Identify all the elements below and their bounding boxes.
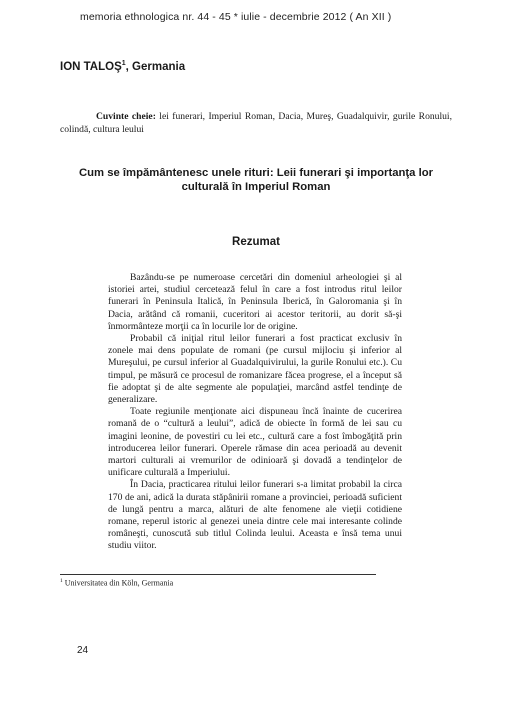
author-line [60, 60, 185, 73]
abstract-paragraph: În Dacia, practicarea ritului leilor funerari s-a limitat probabil la circa 170 de ani, adică la durata stăpânirii romane a provinciei, perioadă suficient de lungă pentru a marca, alături de alte fenomene ale vieţii cotidiene romane, reperul istoric al genezei uneia dintre cele mai interesante colinde româneşti, cunoscută sub titlul Colinda leului. Aceasta e însă tema unui studiu viitor. [108, 479, 402, 552]
author-footnote-mark[interactable]: 1 [121, 60, 126, 67]
footnote-text: Universitatea din Köln, Germania [62, 578, 174, 588]
keywords-text: lei funerari, Imperiul Roman, Dacia, Mureş, Guadalquivir, gurile Ronului, colindă, cultura leului [60, 111, 452, 135]
page-number: 24 [77, 645, 89, 656]
footnote [60, 578, 173, 588]
abstract-paragraph: Probabil că iniţial ritul leilor funerari a fost practicat exclusiv în zonele mai dens populate de romani (pe cursul mijlociu şi inferior al Mureşului, pe cursul inferior al Guadalquivirului, la gurile Ronului etc.). Cu timpul, pe măsură ce procesul de romanizare făcea progrese, el a început să fie adoptat şi de alte segmente ale populaţiei, marcând astfel tendinţe de generalizare. [108, 333, 402, 406]
keywords [60, 111, 452, 136]
keywords-label: Cuvinte cheie: [96, 111, 156, 122]
article-title: Cum se împământenesc unele rituri: Leii funerari şi importanţa lor culturală în Imperiul Roman [78, 167, 434, 193]
footnote-rule [60, 574, 376, 575]
abstract-paragraph: Bazându-se pe numeroase cercetări din domeniul arheologiei şi al istoriei artei, studiul cercetează felul în care a fost introdus ritul leilor funerari în Peninsula Italică, în Peninsula Iberică, în Galoromania şi în Dacia, arătând că romanii, cuceritori ai acestor teritorii, au dorit să-şi înmormânteze morţii ca în locurile lor de origine. [108, 272, 402, 332]
abstract-heading: Rezumat [232, 236, 280, 248]
abstract-body [108, 272, 402, 553]
running-head: memoria ethnologica nr. 44 - 45 * iulie - decembrie 2012 ( An XII ) [80, 11, 392, 23]
author-country: , Germania [125, 60, 186, 73]
author-name: ION TALOŞ [60, 60, 122, 73]
abstract-paragraph: Toate regiunile menţionate aici dispuneau încă înainte de cucerirea romană de o “cultură a leului”, adică de obiecte în formă de lei sau cu imagini leonine, de povestiri cu lei etc., cultură care a fost îmbogăţită prin introducerea leilor funerari. Operele rămase din acea perioadă au devenit martori culturali ai vremurilor de odinioară şi dovadă a tendinţelor de unificare culturală a Imperiului. [108, 406, 402, 479]
footnote-mark: 1 [60, 578, 63, 584]
